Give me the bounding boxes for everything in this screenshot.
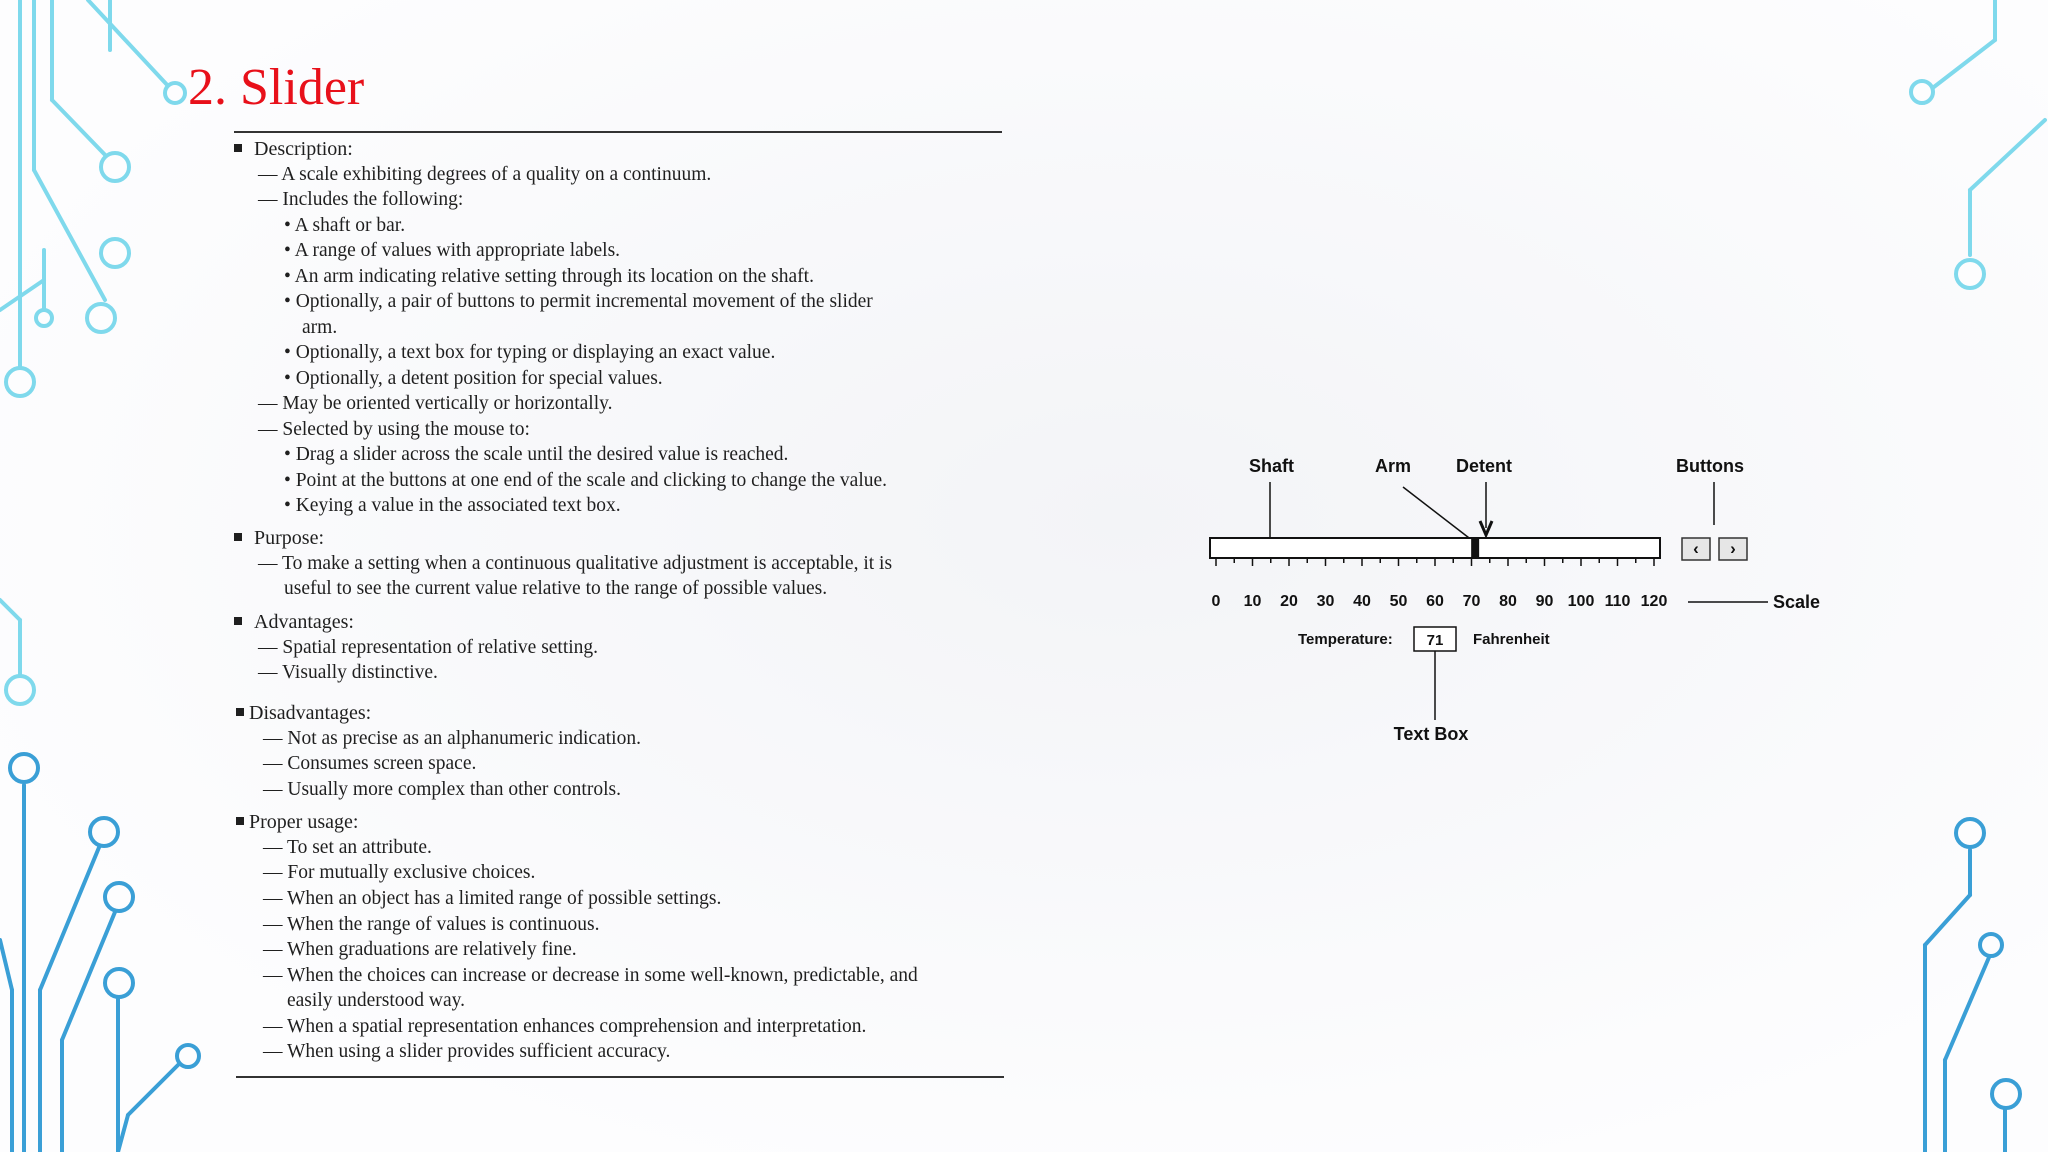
scale-tick-label: 20 — [1280, 593, 1298, 610]
scale-tick-label: 10 — [1243, 593, 1262, 610]
scale-labels — [1212, 593, 1668, 610]
top-divider — [234, 131, 1002, 133]
chevron-right-icon: › — [1730, 539, 1736, 558]
scale-label: Scale — [1773, 592, 1821, 612]
scale-tick-label: 50 — [1389, 593, 1408, 610]
usage-line: — When graduations are relatively fine. — [263, 939, 577, 960]
square-bullet-icon — [234, 617, 242, 625]
bottom-divider — [236, 1076, 1004, 1078]
section-disadvantages-heading: Disadvantages: — [236, 701, 371, 725]
temperature-label: Temperature: — [1298, 631, 1393, 648]
square-bullet-icon — [236, 708, 244, 716]
scale-tick-label: 110 — [1604, 593, 1631, 610]
description-bullet: • Optionally, a detent position for special values. — [284, 368, 663, 389]
usage-line: — When using a slider provides sufficient accuracy. — [263, 1041, 671, 1062]
scale-ticks — [1216, 558, 1654, 566]
disadvantages-line: — Usually more complex than other controls. — [263, 779, 621, 800]
description-bullet: • Keying a value in the associated text box. — [284, 495, 621, 516]
value-text: 71 — [1426, 632, 1444, 649]
description-bullet: • Point at the buttons at one end of the scale and clicking to change the value. — [284, 470, 888, 491]
slider-diagram — [1190, 440, 1870, 770]
square-bullet-icon — [234, 144, 242, 152]
description-line: — Includes the following: — [258, 189, 464, 210]
section-description-heading: Description: — [234, 137, 353, 161]
scale-tick-label: 40 — [1353, 593, 1371, 610]
usage-line-continuation: easily understood way. — [287, 990, 465, 1011]
usage-line: — For mutually exclusive choices. — [263, 862, 536, 883]
arm-leader-line — [1403, 487, 1473, 541]
description-bullet: • Drag a slider across the scale until the desired value is reached. — [284, 444, 789, 465]
description-line: — Selected by using the mouse to: — [258, 419, 530, 440]
usage-line: — When the range of values is continuous. — [263, 914, 600, 935]
description-bullet: • Optionally, a text box for typing or displaying an exact value. — [284, 342, 776, 363]
shaft-label: Shaft — [1249, 456, 1294, 476]
slider-arm[interactable] — [1471, 537, 1479, 559]
description-bullet: • A range of values with appropriate labels. — [284, 240, 621, 261]
scale-tick-label: 80 — [1499, 593, 1517, 610]
scale-tick-label: 30 — [1316, 593, 1335, 610]
decrement-button[interactable] — [1682, 538, 1710, 560]
usage-line: — When a spatial representation enhances comprehension and interpretation. — [263, 1016, 867, 1037]
unit-label: Fahrenheit — [1473, 631, 1550, 648]
section-advantages-heading: Advantages: — [234, 610, 354, 634]
section-purpose-heading: Purpose: — [234, 526, 324, 550]
usage-line: — To set an attribute. — [263, 837, 432, 858]
scale-tick-label: 90 — [1535, 593, 1554, 610]
arm-label: Arm — [1375, 456, 1412, 476]
page-title: 2. Slider — [188, 59, 365, 116]
disadvantages-line: — Consumes screen space. — [263, 753, 477, 774]
scale-tick-label: 60 — [1426, 593, 1444, 610]
description-bullet: • Optionally, a pair of buttons to permit incremental movement of the slider — [284, 291, 873, 312]
scale-tick-label: 100 — [1567, 593, 1595, 610]
description-bullet-continuation: arm. — [302, 317, 338, 338]
section-proper-usage-heading: Proper usage: — [236, 810, 358, 834]
advantages-line: — Spatial representation of relative setting. — [258, 637, 599, 658]
description-line: — A scale exhibiting degrees of a quality on a continuum. — [258, 164, 712, 185]
description-bullet: • A shaft or bar. — [284, 215, 406, 236]
advantages-line: — Visually distinctive. — [258, 662, 438, 683]
disadvantages-line: — Not as precise as an alphanumeric indication. — [263, 728, 641, 749]
usage-line: — When the choices can increase or decrease in some well-known, predictable, and — [263, 965, 918, 986]
description-line: — May be oriented vertically or horizontally. — [258, 393, 613, 414]
square-bullet-icon — [234, 533, 242, 541]
text-box-label: Text Box — [1393, 724, 1469, 744]
square-bullet-icon — [236, 817, 244, 825]
description-bullet: • An arm indicating relative setting through its location on the shaft. — [284, 266, 814, 287]
purpose-line-continuation: useful to see the current value relative to the range of possible values. — [284, 578, 828, 599]
scale-tick-label: 0 — [1211, 593, 1221, 610]
detent-label: Detent — [1456, 456, 1513, 476]
scale-tick-label: 70 — [1462, 593, 1481, 610]
scale-tick-label: 120 — [1640, 593, 1668, 610]
purpose-line: — To make a setting when a continuous qualitative adjustment is acceptable, it is — [258, 553, 893, 574]
chevron-left-icon: ‹ — [1693, 539, 1699, 558]
increment-button[interactable] — [1719, 538, 1747, 560]
usage-line: — When an object has a limited range of possible settings. — [263, 888, 722, 909]
buttons-label: Buttons — [1676, 456, 1744, 476]
slider-shaft[interactable] — [1210, 538, 1660, 558]
